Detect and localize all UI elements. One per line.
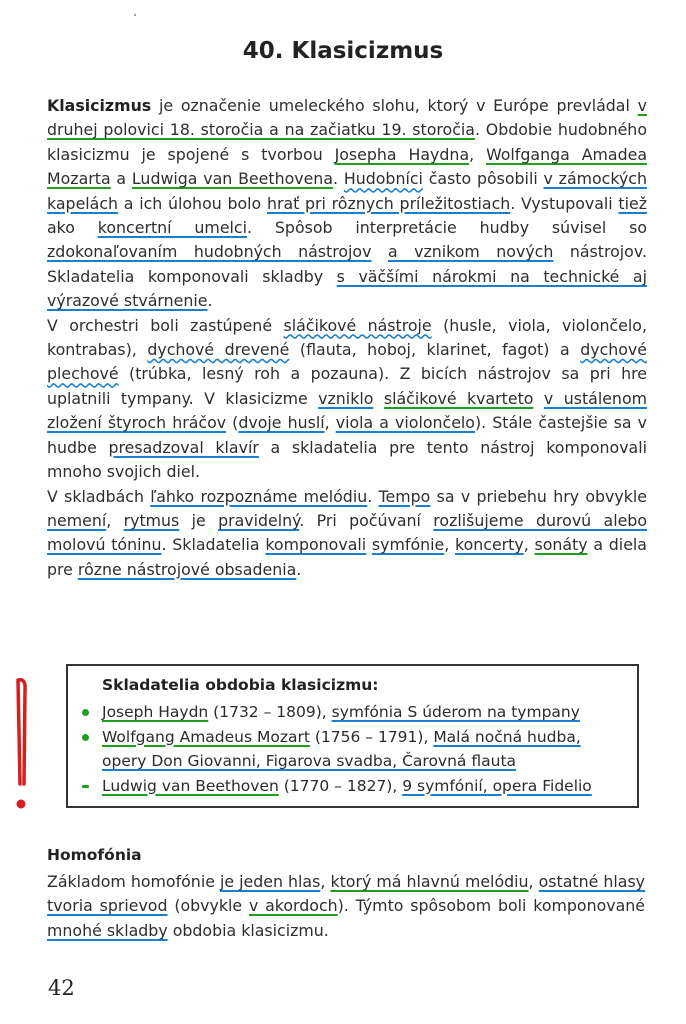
main-text — [47, 94, 647, 582]
highlight-tempo: Tempo — [378, 486, 431, 506]
highlight-umelci: koncertní umelci — [97, 218, 247, 238]
highlight-rytmus: rytmus — [123, 510, 180, 530]
bullet-icon — [82, 734, 89, 741]
highlight-haydn: Josepha Haydna — [334, 144, 470, 164]
highlight-komponovali: komponovali — [265, 535, 367, 555]
intro-paragraph: Klasicizmus je označenie umeleckého slohu, ktorý v Európe prevládal v druhej polovici 18. storočia a na začiatku 19. storočia. Obdobie hudobného klasicizmu je spojené s tvorbou Josepha Haydna, Wolfganga Amadea Mozarta a Ludwiga van Beethovena. Hudobníci často pôsobili v zámockých kapelách a ich úlohou bolo hrať pri rôznych príležitostiach. Vystupovali tiež ako koncertní umelci. Spôsob interpretácie hudby súvisel so zdokonaľovaním hudobných nástrojov a vznikom nových nástrojov. Skladatelia komponovali skladby s väčšími nárokmi na technické aj výrazové stvárnenie. — [47, 96, 648, 311]
term-klasicizmus: Klasicizmus — [47, 96, 152, 115]
list-item — [82, 725, 623, 774]
highlight-vzniklo: vzniklo — [318, 388, 374, 408]
composers-box-heading: Skladatelia obdobia klasicizmu: — [102, 676, 379, 694]
highlight-zlozeni: v ustálenom zložení štyroch hráčov — [47, 388, 647, 433]
highlight-vznikom: a vznikom nových — [387, 242, 554, 262]
highlight-zamocke: v zámockých kapelách — [47, 169, 647, 213]
exclamation-mark-icon — [12, 676, 32, 816]
list-item — [82, 774, 623, 799]
composer-name: Wolfgang Amadeus Mozart — [102, 727, 310, 746]
composer-name: Ludwig van Beethoven — [102, 776, 279, 795]
orchestra-paragraph: V orchestri boli zastúpené sláčikové nástroje (husle, viola, violončelo, kontrabas), dychové drevené (flauta, hoboj, klarinet, fagot) a dychové plechové (trúbka, lesný roh a pozauna). Z bicích nástrojov sa pri hre uplatnili tympany. V klasicizme vzniklo sláčikové kvarteto v ustálenom zložení štyroch hráčov (dvoje huslí, viola a violončelo). Stále častejšie sa v hudbe presadzoval klavír a skladatelia pre tento nástroj komponovali mnoho svojich diel. — [47, 315, 648, 482]
bullet-icon — [82, 785, 89, 788]
homophony-heading: Homofónia — [47, 846, 142, 864]
exclamation-stroke — [18, 680, 25, 784]
highlight-akordoch: v akordoch — [248, 896, 338, 916]
highlight-hudobnici: Hudobníci — [343, 169, 423, 189]
homophony-paragraph: Základom homofónie je jeden hlas, ktorý má hlavnú melódiu, ostatné hlasy tvoria sprievod (obvykle v akordoch). Týmto spôsobom boli komponované mnohé skladby obdobia klasicizmu. — [47, 872, 646, 940]
highlight-jeden-hlas: je jeden hlas — [219, 872, 321, 891]
highlight-kvarteto: sláčikové kvarteto — [383, 388, 534, 408]
highlight-sprievod: ostatné hlasy tvoria sprievod — [47, 872, 646, 916]
highlight-period: v druhej polovici 18. storočia a na začiatku 19. storočia — [47, 96, 647, 140]
highlight-plechove: dychové plechové — [47, 340, 647, 384]
exclamation-dot — [17, 800, 26, 809]
highlight-viola: viola a violončelo — [335, 413, 475, 433]
highlight-hlavna-melodia: ktorý má hlavnú melódiu — [330, 872, 529, 891]
composer-years: (1756 – 1791), — [309, 727, 434, 746]
composer-works: 9 symfónií, opera Fidelio — [402, 776, 592, 795]
highlight-lahko: ľahko rozpoznáme melódiu — [150, 486, 368, 506]
highlight-beethoven: Ludwiga van Beethovena — [131, 169, 334, 189]
highlight-klavir: presadzoval klavír — [108, 437, 259, 457]
highlight-narokmi: s väčšími nárokmi na technické aj výrazové stvárnenie — [47, 266, 647, 311]
composer-works: symfónia S úderom na tympany — [331, 703, 580, 721]
highlight-mozart: Wolfganga Amadea Mozarta — [47, 144, 647, 189]
composer-works: Malá nočná hudba, opery Don Giovanni, Figarova svadba, Čarovná flauta — [102, 727, 581, 770]
highlight-koncerty: koncerty — [455, 535, 524, 555]
highlight-symfonie: symfónie — [371, 535, 445, 555]
highlight-nemeni: nemení — [47, 510, 107, 530]
highlight-tiez: tiež — [618, 193, 648, 213]
highlight-pravidelny: pravidelný — [218, 510, 300, 530]
composer-years: (1732 – 1809), — [208, 703, 332, 721]
composers-box — [66, 664, 639, 808]
highlight-mnohe: mnohé skladby — [47, 920, 168, 940]
page-number: 42 — [48, 976, 75, 1000]
bullet-icon — [82, 709, 89, 716]
highlight-hrat: hrať pri rôznych príležitostiach — [266, 193, 511, 213]
page-title: 40. Klasicizmus — [242, 38, 444, 64]
scan-speck — [134, 14, 136, 16]
highlight-sonaty: sonáty — [534, 535, 588, 555]
composer-name: Joseph Haydn — [102, 703, 209, 721]
composers-list — [82, 700, 623, 798]
highlight-slacikove: sláčikové nástroje — [283, 315, 432, 335]
highlight-dychove: dychové drevené — [147, 340, 290, 360]
list-item — [82, 700, 623, 725]
highlight-rozlisujeme: rozlišujeme durovú alebo molovú tóninu — [47, 510, 647, 555]
composer-years: (1770 – 1827), — [278, 776, 403, 795]
highlight-husli: dvoje huslí — [238, 413, 325, 433]
highlight-zdokonalovanim: zdokonaľovaním hudobných nástrojov — [47, 242, 372, 262]
highlight-obsadenia: rôzne nástrojové obsadenia — [77, 559, 297, 579]
melody-paragraph: V skladbách ľahko rozpoznáme melódiu. Tempo sa v priebehu hry obvykle nemení, rytmus je pravidelný. Pri počúvaní rozlišujeme durovú alebo molovú tóninu. Skladatelia komponovali symfónie, koncerty, sonáty a diela pre rôzne nástrojové obsadenia. — [47, 486, 648, 579]
